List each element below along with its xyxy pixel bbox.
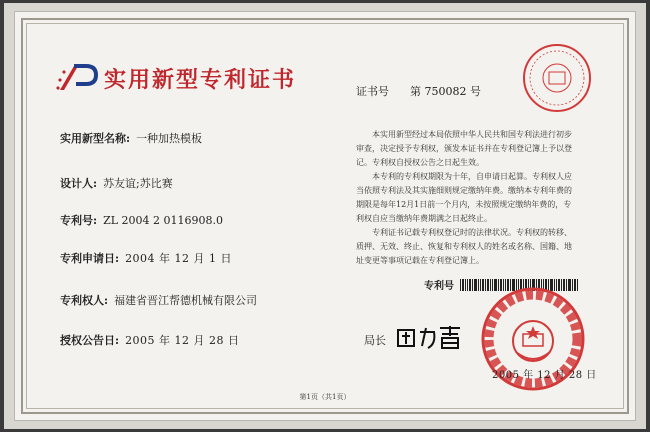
field-label: 专利申请日: [60, 252, 120, 265]
field-utility-model-name [60, 130, 202, 146]
field-patent-owner [60, 292, 257, 308]
director-label: 局长 [364, 334, 386, 347]
field-value: ZL 2004 2 0116908.0 [103, 214, 223, 227]
field-patent-number [60, 212, 223, 228]
field-value: 苏友谊;苏比赛 [103, 177, 173, 190]
office-seal-small [521, 42, 593, 114]
field-label: 实用新型名称: [60, 132, 131, 145]
field-value: 2004 年 12 月 1 日 [125, 252, 233, 265]
certificate-number-value: 第 750082 号 [410, 85, 481, 98]
director-signature [394, 322, 466, 352]
field-label: 设计人: [60, 177, 98, 190]
field-label: 专利权人: [60, 294, 109, 307]
field-value: 一种加热模板 [136, 132, 203, 145]
field-label: 授权公告日: [60, 334, 120, 347]
certificate-title: 实用新型专利证书 [104, 68, 297, 93]
certificate-body-text [356, 128, 578, 268]
body-paragraph-1: 本实用新型经过本局依照中华人民共和国专利法进行初步审查，决定授予专利权，颁发本证书并在专利登记簿上予以登记。专利权自授权公告之日起生效。 [356, 130, 572, 167]
body-paragraph-2: 本专利的专利权期限为十年，自申请日起算。专利权人应当依照专利法及其实施细则规定缴纳年费。缴纳本专利年费的期限是每年12月1日前一个月内，未按照规定缴纳年费的，专利权自应当缴纳年费期满之日起终止。 [356, 172, 572, 223]
field-label: 专利号: [60, 214, 98, 227]
page-number: 第1页（共1页） [299, 393, 351, 401]
patent-office-logo [56, 60, 100, 98]
body-paragraph-3: 专利证书记载专利权登记时的法律状况。专利权的转移、质押、无效、终止、恢复和专利权人的姓名或名称、国籍、地址变更等事项记载在专利登记簿上。 [356, 228, 572, 265]
field-designers [60, 175, 173, 191]
field-value: 福建省晋江帮德机械有限公司 [114, 294, 258, 307]
field-value: 2005 年 12 月 28 日 [125, 334, 240, 347]
field-filing-date [60, 250, 232, 266]
barcode-label: 专利号 [424, 281, 454, 292]
seal-date: 2005 年 12 月 28 日 [492, 370, 597, 381]
field-grant-date [60, 332, 240, 348]
certificate-number-label: 证书号 [356, 85, 389, 98]
